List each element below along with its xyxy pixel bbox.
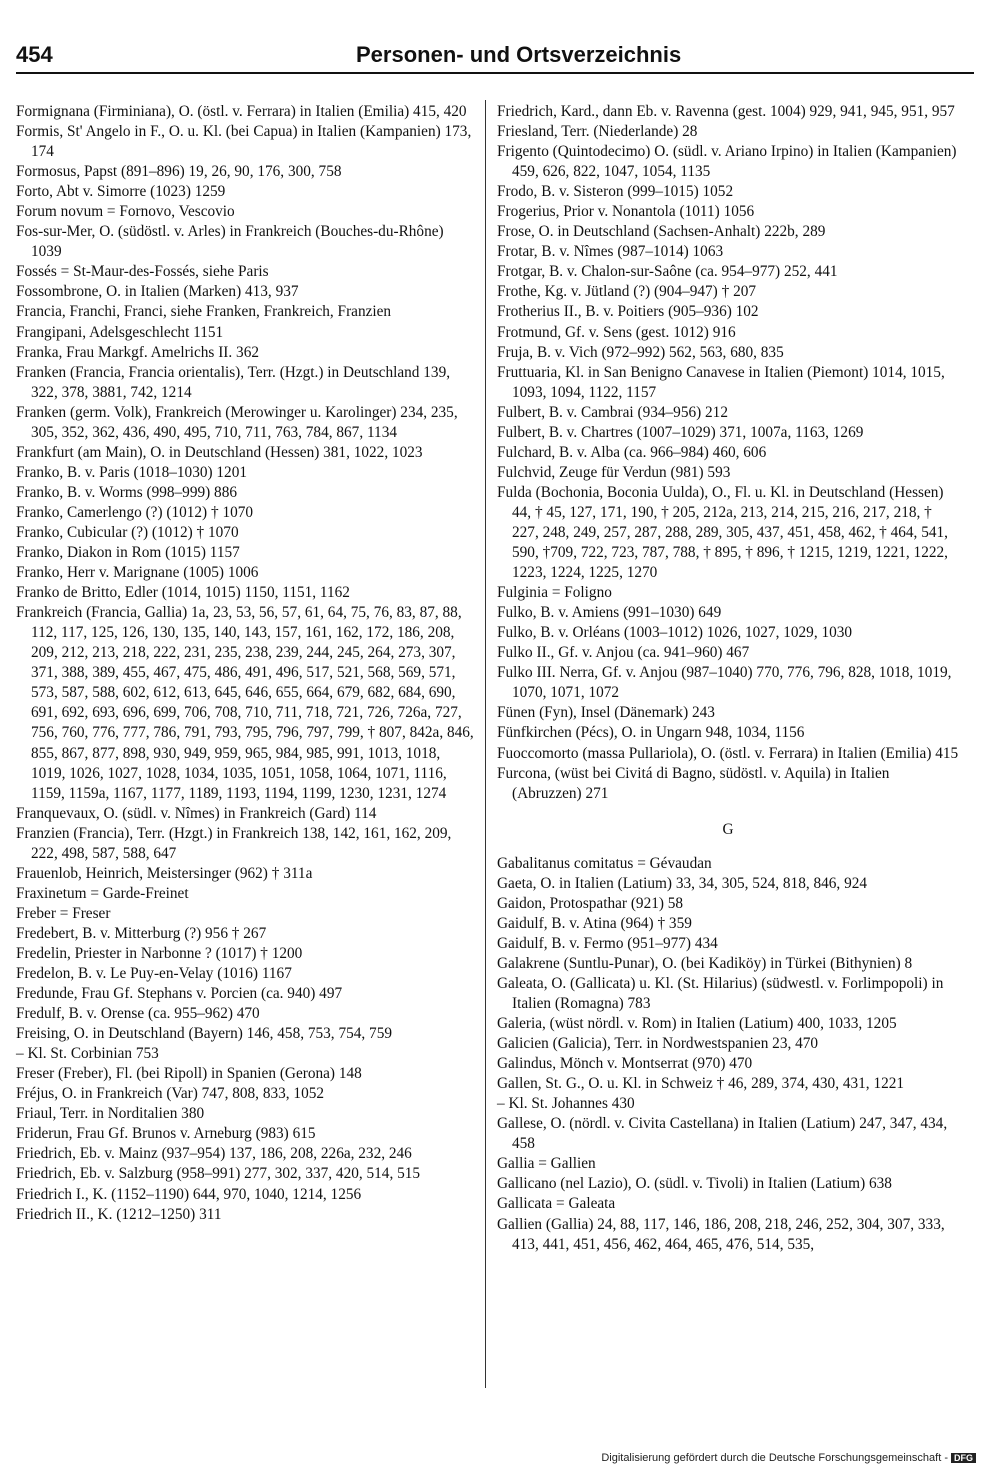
- index-entry: Galicien (Galicia), Terr. in Nordwestspanien 23, 470: [497, 1035, 819, 1053]
- index-entry: Frose, O. in Deutschland (Sachsen-Anhalt) 222b, 289: [497, 223, 826, 241]
- index-entry: Franken (germ. Volk), Frankreich (Merowinger u. Karolinger) 234, 235, 305, 352, 362, 436, 490, 495, 710, 711, 763, 784, 867, 1134: [16, 403, 458, 441]
- entries-g: [497, 854, 959, 1255]
- index-entry: Friesland, Terr. (Niederlande) 28: [497, 123, 698, 141]
- index-entry: Freber = Freser: [16, 904, 111, 922]
- index-entry: Fruttuaria, Kl. in San Benigno Canavese in Italien (Piemont) 1014, 1015, 1093, 1094, 1122, 1157: [497, 363, 945, 401]
- page-title: Personen- und Ortsverzeichnis: [356, 42, 682, 67]
- index-entry: Gallen, St. G., O. u. Kl. in Schweiz † 46, 289, 374, 430, 431, 1221: [497, 1075, 905, 1093]
- index-entry: Fünfkirchen (Pécs), O. in Ungarn 948, 1034, 1156: [497, 724, 805, 742]
- index-entry: Gabalitanus comitatus = Gévaudan: [497, 854, 712, 872]
- index-entry: Frigento (Quintodecimo) O. (südl. v. Ariano Irpino) in Italien (Kampanien) 459, 626, 822, 1047, 1054, 1135: [497, 143, 957, 181]
- index-entry: Fredunde, Frau Gf. Stephans v. Porcien (ca. 940) 497: [16, 985, 343, 1003]
- index-entry: Gallia = Gallien: [497, 1155, 596, 1173]
- index-entry: Gallicano (nel Lazio), O. (südl. v. Tivoli) in Italien (Latium) 638: [497, 1175, 892, 1193]
- index-entry: Freser (Freber), Fl. (bei Ripoll) in Spanien (Gerona) 148: [16, 1065, 362, 1083]
- index-entry: Galindus, Mönch v. Montserrat (970) 470: [497, 1055, 753, 1073]
- index-entry: Frothe, Kg. v. Jütland (?) (904–947) † 207: [497, 283, 757, 301]
- index-entry: Fréjus, O. in Frankreich (Var) 747, 808, 833, 1052: [16, 1085, 325, 1103]
- index-entry: Frotar, B. v. Nîmes (987–1014) 1063: [497, 243, 724, 261]
- index-entry: – Kl. St. Johannes 430: [497, 1095, 635, 1113]
- footer-text: Digitalisierung gefördert durch die Deutsche Forschungsgemeinschaft -: [601, 1452, 948, 1464]
- index-entry: Gaeta, O. in Italien (Latium) 33, 34, 305, 524, 818, 846, 924: [497, 874, 868, 892]
- index-entry: Friedrich, Eb. v. Salzburg (958–991) 277, 302, 337, 420, 514, 515: [16, 1165, 421, 1183]
- index-entry: Franko, Herr v. Marignane (1005) 1006: [16, 564, 259, 582]
- index-entry: Fruja, B. v. Vich (972–992) 562, 563, 680, 835: [497, 343, 784, 361]
- index-entry: Fraxinetum = Garde-Freinet: [16, 884, 189, 902]
- index-entry: Franko, B. v. Paris (1018–1030) 1201: [16, 463, 247, 481]
- index-entry: Formis, St' Angelo in F., O. u. Kl. (bei Capua) in Italien (Kampanien) 173, 174: [16, 123, 472, 161]
- dfg-logo: DFG: [951, 1453, 976, 1463]
- index-entry: Franko, Camerlengo (?) (1012) † 1070: [16, 503, 254, 521]
- page-number: 454: [16, 42, 53, 67]
- column-divider: [485, 100, 486, 1388]
- index-entry: Frankreich (Francia, Gallia) 1a, 23, 53, 56, 57, 61, 64, 75, 76, 83, 87, 88, 112, 117, 125, 126, 130, 135, 140, 143, 157, 161, 162, 172, 186, 208, 209, 212, 213, 218, 222, 231, 235, 238, 239, 244, 245, 264, 273, 307, 371, 388, 389, 455, 467, 475, 486, 491, 496, 517, 521, 568, 569, 571, 573, 587, 588, 602, 612, 613, 645, 646, 655, 664, 679, 682, 684, 690, 691, 692, 693, 696, 699, 706, 708, 710, 711, 718, 721, 726, 726a, 727, 756, 760, 776, 777, 786, 791, 793, 795, 796, 797, 799, † 807, 842a, 846, 855, 867, 877, 898, 930, 949, 959, 965, 984, 985, 991, 1013, 1018, 1019, 1026, 1027, 1028, 1034, 1035, 1051, 1058, 1064, 1071, 1116, 1159, 1159a, 1167, 1177, 1189, 1193, 1194, 1199, 1230, 1231, 1274: [16, 604, 474, 802]
- index-entry: Fredelon, B. v. Le Puy-en-Velay (1016) 1167: [16, 965, 292, 983]
- index-entry: Galeata, O. (Gallicata) u. Kl. (St. Hilarius) (südwestl. v. Forlimpopoli) in Italien (Romagna) 783: [497, 974, 944, 1013]
- index-entry: Friderun, Frau Gf. Brunos v. Arneburg (983) 615: [16, 1125, 316, 1143]
- index-entry: Fulchard, B. v. Alba (ca. 966–984) 460, 606: [497, 443, 767, 461]
- left-column: [16, 102, 478, 1225]
- index-entry: Gallien (Gallia) 24, 88, 117, 146, 186, 208, 218, 246, 252, 304, 307, 333, 413, 441, 451, 456, 462, 464, 465, 476, 514, 535,: [497, 1215, 945, 1253]
- index-entry: Franken (Francia, Francia orientalis), Terr. (Hzgt.) in Deutschland 139, 322, 378, 3881, 742, 1214: [16, 363, 451, 401]
- index-entry: Fuoccomorto (massa Pullariola), O. (östl. v. Ferrara) in Italien (Emilia) 415: [497, 744, 959, 762]
- index-entry: Friedrich II., K. (1212–1250) 311: [16, 1205, 222, 1223]
- page-header: [16, 42, 974, 76]
- index-entry: Franko, Diakon in Rom (1015) 1157: [16, 544, 240, 562]
- index-entry: Fulko, B. v. Amiens (991–1030) 649: [497, 604, 722, 622]
- index-entry: Fossés = St-Maur-des-Fossés, siehe Paris: [16, 263, 269, 281]
- index-entry: Fulda (Bochonia, Boconia Uulda), O., Fl. u. Kl. in Deutschland (Hessen) 44, † 45, 127, 171, 190, † 205, 212a, 213, 214, 215, 216, 217, 218, † 227, 248, 249, 257, 287, 288, 289, 305, 437, 451, 458, 462, † 464, 541, 590, †709, 722, 723, 787, 788, † 895, † 896, † 1215, 1219, 1221, 1222, 1223, 1224, 1225, 1270: [497, 483, 948, 582]
- index-entry: Frangipani, Adelsgeschlecht 1151: [16, 323, 224, 341]
- index-entry: Franko, Cubicular (?) (1012) † 1070: [16, 523, 239, 541]
- index-entry: Francia, Franchi, Franci, siehe Franken, Frankreich, Franzien: [16, 303, 392, 321]
- index-entry: Frotgar, B. v. Chalon-sur-Saône (ca. 954–977) 252, 441: [497, 263, 838, 281]
- index-entry: Frotherius II., B. v. Poitiers (905–936) 102: [497, 303, 759, 321]
- index-entry: Franka, Frau Markgf. Amelrichs II. 362: [16, 343, 259, 361]
- index-entry: Forum novum = Fornovo, Vescovio: [16, 203, 235, 221]
- index-entry: Fulko, B. v. Orléans (1003–1012) 1026, 1027, 1029, 1030: [497, 624, 853, 642]
- index-entry: Franquevaux, O. (südl. v. Nîmes) in Frankreich (Gard) 114: [16, 804, 377, 822]
- right-column: [497, 102, 959, 1255]
- index-entry: Fulbert, B. v. Cambrai (934–956) 212: [497, 403, 728, 421]
- index-entry: Freising, O. in Deutschland (Bayern) 146, 458, 753, 754, 759: [16, 1025, 392, 1043]
- index-entry: Franko de Britto, Edler (1014, 1015) 1150, 1151, 1162: [16, 584, 350, 602]
- index-entry: Gallicata = Galeata: [497, 1195, 616, 1213]
- index-entry: Friaul, Terr. in Norditalien 380: [16, 1105, 205, 1123]
- index-entry: Fulbert, B. v. Chartres (1007–1029) 371, 1007a, 1163, 1269: [497, 423, 864, 441]
- index-entry: Fulchvid, Zeuge für Verdun (981) 593: [497, 463, 731, 481]
- index-entry: Fulko II., Gf. v. Anjou (ca. 941–960) 467: [497, 644, 750, 662]
- index-entry: Friedrich I., K. (1152–1190) 644, 970, 1040, 1214, 1256: [16, 1185, 362, 1203]
- index-entry: Franzien (Francia), Terr. (Hzgt.) in Frankreich 138, 142, 161, 162, 209, 222, 498, 587, 588, 647: [16, 824, 452, 862]
- index-entry: Furcona, (wüst bei Civitá di Bagno, südöstl. v. Aquila) in Italien (Abruzzen) 271: [497, 764, 890, 802]
- index-entry: Frauenlob, Heinrich, Meistersinger (962) † 311a: [16, 864, 313, 882]
- index-entry: Friedrich, Kard., dann Eb. v. Ravenna (gest. 1004) 929, 941, 945, 951, 957: [497, 103, 955, 120]
- index-entry: Forto, Abt v. Simorre (1023) 1259: [16, 183, 226, 201]
- index-entry: Gaidon, Protospathar (921) 58: [497, 894, 684, 912]
- index-entry: Fos-sur-Mer, O. (südöstl. v. Arles) in Frankreich (Bouches-du-Rhône) 1039: [16, 223, 444, 261]
- index-entry: Fulko III. Nerra, Gf. v. Anjou (987–1040) 770, 776, 796, 828, 1018, 1019, 1070, 1071, 1072: [497, 664, 952, 702]
- index-entry: Frodo, B. v. Sisteron (999–1015) 1052: [497, 183, 734, 201]
- index-entry: Franko, B. v. Worms (998–999) 886: [16, 483, 237, 501]
- index-entry: Fredebert, B. v. Mitterburg (?) 956 † 267: [16, 924, 267, 942]
- index-entry: Fünen (Fyn), Insel (Dänemark) 243: [497, 704, 715, 722]
- index-entry: Fulginia = Foligno: [497, 584, 612, 602]
- index-entry: – Kl. St. Corbinian 753: [16, 1045, 159, 1063]
- header-rule: [16, 72, 974, 74]
- entries-f: [497, 102, 959, 804]
- index-entry: Frankfurt (am Main), O. in Deutschland (Hessen) 381, 1022, 1023: [16, 443, 423, 461]
- index-entry: Frogerius, Prior v. Nonantola (1011) 1056: [497, 203, 755, 221]
- footer-credit: [601, 1452, 976, 1464]
- section-letter: G: [722, 820, 734, 838]
- index-entry: Galakrene (Suntlu-Punar), O. (bei Kadiköy) in Türkei (Bithynien) 8: [497, 954, 913, 972]
- index-entry: Fredulf, B. v. Orense (ca. 955–962) 470: [16, 1005, 260, 1023]
- index-entry: Formosus, Papst (891–896) 19, 26, 90, 176, 300, 758: [16, 163, 342, 181]
- index-entry: Friedrich, Eb. v. Mainz (937–954) 137, 186, 208, 226a, 232, 246: [16, 1145, 412, 1163]
- index-entry: Formignana (Firminiana), O. (östl. v. Ferrara) in Italien (Emilia) 415, 420: [16, 103, 467, 120]
- index-entry: Fredelin, Priester in Narbonne ? (1017) † 1200: [16, 944, 303, 962]
- index-entry: Gaidulf, B. v. Atina (964) † 359: [497, 914, 692, 932]
- index-entry: Frotmund, Gf. v. Sens (gest. 1012) 916: [497, 323, 736, 341]
- index-entry: Galeria, (wüst nördl. v. Rom) in Italien (Latium) 400, 1033, 1205: [497, 1015, 897, 1033]
- index-entry: Gaidulf, B. v. Fermo (951–977) 434: [497, 934, 718, 952]
- index-entry: Gallese, O. (nördl. v. Civita Castellana) in Italien (Latium) 247, 347, 434, 458: [497, 1115, 948, 1153]
- index-entry: Fossombrone, O. in Italien (Marken) 413, 937: [16, 283, 299, 301]
